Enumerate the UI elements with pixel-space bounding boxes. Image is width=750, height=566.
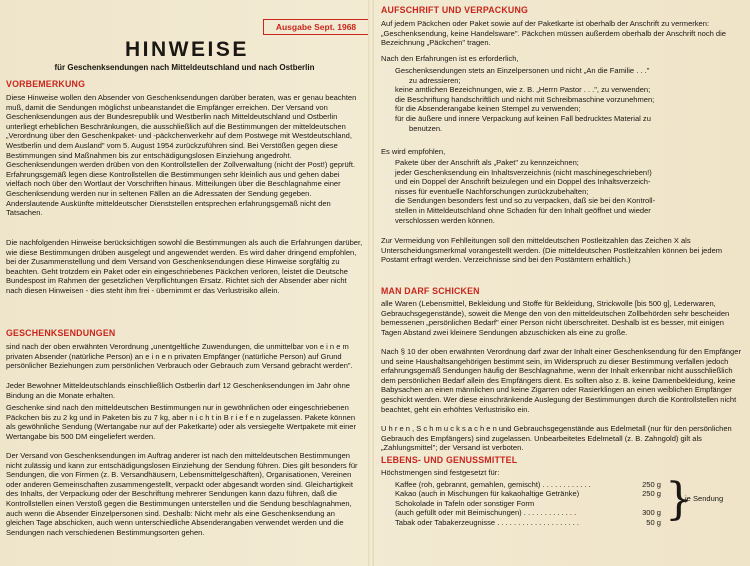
heading-lebensmittel: LEBENS- UND GENUSSMITTEL <box>381 455 518 465</box>
table-row <box>395 489 661 498</box>
item-amount: 300 g <box>642 508 661 518</box>
item-amount: 250 g <box>642 480 661 489</box>
geschenksendungen-paragraph-3: Geschenke sind nach den mitteldeutschen Bestimmungen nur in gewöhnlichen oder eingeschriebenen Päckchen bis zu 2 kg und in Paketen bis zu 7 kg, aber n i c h t in B r i e f e n zugelassen. Pakete können als gewöhnliche Sendung (Wertangabe nur auf der Paketkarte) oder als versiegelte Wertpakete mit einer Wertangabe bis 500 DM eingeliefert werden. <box>6 403 357 441</box>
aufschrift-paragraph-4: Zur Vermeidung von Fehlleitungen soll den mitteldeutschen Postleitzahlen das Zeichen X als Unterscheidungsmerkmal vorangestellt werden. (Die mitteldeutschen Postleitzahlen können bei jedem Postamt erfragt werden. Verzeichnisse sind bei den Postämtern erhältlich.) <box>381 236 723 265</box>
table-row <box>395 499 661 508</box>
list-item: jeder Geschenksendung ein Inhaltsverzeichnis (nicht maschinegeschrieben!) <box>395 167 652 177</box>
schicken-paragraph-2: Nach § 10 der oben erwähnten Verordnung darf zwar der Inhalt einer Geschenksendung für den Empfänger und seine Haushaltsangehörigen bestimmt sein, im Widerspruch zu dieser Bestimmung verfallen jedoch erfahrungsgemäß Sendungen häufig der Beschlagnahme, wenn der Inhalt erkennbar nicht ausschließlich dem persönlichen Bedarf allein des Empfängers dient. Es sollten also z. B. keine Damenbekleidung, keine Babysachen an einen männlichen und keine Zigarren oder Rasierklingen an einen weiblichen Empfänger geschickt werden. Wer diese einschränkende Auslegung der Bestimmungen durch die Kontrollstellen nicht beachtet, geht ein erhöhtes Verlustrisiko ein. <box>381 347 741 414</box>
list-item: zu adressieren; <box>409 75 461 85</box>
list-item: nisses für eventuelle Nachforschungen zurückzubehalten; <box>395 186 589 196</box>
list-item: die Sendungen besonders fest und so zu verpacken, daß sie bei den Kontroll- <box>395 196 656 206</box>
list-item: Geschenksendungen stets an Einzelpersonen und nicht „An die Familie . . ." <box>395 66 650 75</box>
geschenksendungen-paragraph-1: sind nach der oben erwähnten Verordnung „unentgeltliche Zuwendungen, die unmittelbar von e i n e m privaten Absender (natürliche Person) an e i n e n privaten Empfänger (natürliche Person) auf Grund persönlicher Beziehungen zum persönlichen Verbrauch oder Gebrauch zum Versand gebracht werden". <box>6 342 353 371</box>
heading-geschenksendungen: GESCHENKSENDUNGEN <box>6 328 116 338</box>
item-label: Kakao (auch in Mischungen für kakaohaltige Getränke) <box>395 489 580 499</box>
list-item: und ein Doppel der Anschrift beizulegen und ein Doppel des Inhaltsverzeich- <box>395 177 651 187</box>
document-title: HINWEISE <box>125 38 249 61</box>
aufschrift-list-2 <box>395 158 747 225</box>
list-item: stellen in Mitteldeutschland ohne Schaden für den Inhalt geöffnet und wieder <box>395 205 651 215</box>
paper-fold <box>368 0 374 566</box>
aufschrift-paragraph-3: Es wird empfohlen, <box>381 147 446 156</box>
item-label: Kaffee (roh, gebrannt, gemahlen, gemischt) . . . . . . . . . . . . <box>395 480 591 489</box>
lebensmittel-table <box>395 474 745 527</box>
table-row <box>395 518 661 527</box>
heading-man-darf-schicken: MAN DARF SCHICKEN <box>381 286 480 296</box>
item-amount: 50 g <box>646 517 661 527</box>
aufschrift-list-1 <box>395 66 747 133</box>
list-item: keine amtlichen Bezeichnungen, wie z. B. „Herrn Pastor . . .", zu verwenden; <box>395 85 651 95</box>
table-row <box>395 480 661 489</box>
list-item: für die äußere und innere Verpackung auf keinen Fall bedrucktes Material zu <box>395 113 651 123</box>
item-label: Schokolade in Tafeln oder sonstiger Form <box>395 498 535 508</box>
aufschrift-paragraph-1: Auf jedem Päckchen oder Paket sowie auf der Paketkarte ist oberhalb der Anschrift zu vermerken: „Geschenksendung, keine Handelsware". Päckchen müssen außerdem oberhalb der Anschrift noch die Bezeichnung „Päckchen" tragen. <box>381 19 727 48</box>
document-subtitle: für Geschenksendungen nach Mitteldeutschland und nach Ostberlin <box>54 63 315 72</box>
curly-brace-icon: } <box>665 474 693 525</box>
per-shipment-label: je Sendung <box>685 494 724 503</box>
geschenksendungen-paragraph-2: Jeder Bewohner Mitteldeutschlands einschließlich Ostberlin darf 12 Geschenksendungen im Jahr ohne Bindung an die Monate erhalten. <box>6 381 350 400</box>
list-item: die Beschriftung handschriftlich und nicht mit Schreibmaschine vorzunehmen; <box>395 94 655 104</box>
item-label: (auch gefüllt oder mit Beimischungen) . . . . . . . . . . . . . <box>395 508 577 518</box>
list-item: verschlossen werden können. <box>395 215 495 225</box>
item-label: Tabak oder Tabakerzeugnisse . . . . . . . . . . . . . . . . . . . . <box>395 517 580 527</box>
list-item: für die Absenderangabe keinen Stempel zu verwenden; <box>395 104 581 114</box>
schicken-paragraph-3: U h r e n , S c h m u c k s a c h e n und Gebrauchsgegenstände aus Edelmetall (nur für den persönlichen Gebrauch des Empfängers) sind zugelassen. Unbearbeitetes Edelmetall (z. B. Zahngold) gilt als „Zahlungsmittel"; der Versand ist verboten. <box>381 424 732 453</box>
vorbemerkung-paragraph-2: Die nachfolgenden Hinweise berücksichtigen sowohl die Bestimmungen als auch die Erfahrungen darüber, wie diese Bestimmungen drüben ausgelegt und angewendet werden. Es wird daher dringend empfohlen, bei der Zusammenstellung und dem Versand von Geschenksendungen diese Hinweise sorgfältig zu beachten. Geht trotzdem ein Paket oder ein eingeschriebenes Päckchen verloren, leistet die Deutsche Bundespost im Rahmen der gesetzlichen Verpflichtungen Ersatz. Richtet sich der Absender aber nicht nach diesen Hinweisen - dies steht ihm frei - übernimmt er das Verlustrisiko allein. <box>6 238 363 295</box>
heading-vorbemerkung: VORBEMERKUNG <box>6 79 86 89</box>
edition-stamp: Ausgabe Sept. 1968 <box>263 19 369 35</box>
vorbemerkung-paragraph-1: Diese Hinweise wollen den Absender von Geschenksendungen darüber beraten, was er genau beachten muß, damit die Sendungen möglichst unbeanstandet die Empfänger erreichen. Der Versand von Geschenksendungen aus der Bundesrepublik und Westberlin nach Mitteldeutschland und Ostberlin unterliegt erheblichen Beschränkungen, die ausschließlich auf die Bestimmungen der mitteldeutschen „Verordnung über den Geschenkpaket- und -päckchenverkehr auf dem Postwege mit Westdeutschland, Westberlin und dem Ausland" vom 5. August 1954 zurückzuführen sind. Bei Verstößen gegen diese Bestimmungen sind Maßnahmen bis zur entschädigungslosen Einziehung angedroht. Geschenksendungen werden drüben von den Kontrollstellen der Zollverwaltung (nicht der Post!) geprüft. Erfahrungsgemäß legen diese Kontrollstellen die Bestimmungen sehr kleinlich aus und gehen dabei vielfach noch über den Wortlaut der Vorschriften hinaus. Mitteilungen über die Beschlagnahme einer Geschenksendung werden nur in seltenen Fällen an die Adressaten der Sendung gegeben. Anderslautende Auskünfte mitteldeutscher Dienststellen entsprechen erfahrungsgemäß nicht den Tatsachen. <box>6 93 357 218</box>
heading-aufschrift: AUFSCHRIFT UND VERPACKUNG <box>381 5 529 15</box>
table-row <box>395 508 661 517</box>
geschenksendungen-paragraph-4: Der Versand von Geschenksendungen im Auftrag anderer ist nach den mitteldeutschen Bestimmungen nicht zulässig und kann zur entschädigungslosen Einziehung der Sendung führen. Dies gilt besonders für Sendungen, die von Firmen (z. B. Versandhäusern, Lebensmittelgeschäften), Organisationen, Vereinen oder anderen Gemeinschaften zusammengestellt, verpackt oder abgesandt worden sind. Gleichartigkeit des Inhalts, der Verpackung oder der Beschriftung mehrerer Sendungen kann dazu führen, daß die Kontrollstellen einen Verstoß gegen die Bestimmungen unterstellen und die Sendung beschlagnahmen, auch wenn die Absender Einzelpersonen sind. Deshalb: Nicht mehr als eine Geschenksendung an gleichen Tage abschicken, auch wenn unterschiedliche Absenderangaben verwendet werden und die Sendungen nach verschiedenen Bestimmungsorten gehen. <box>6 451 358 537</box>
aufschrift-paragraph-2: Nach den Erfahrungen ist es erforderlich, <box>381 54 519 63</box>
list-item: Pakete über der Anschrift als „Paket" zu kennzeichnen; <box>395 158 579 167</box>
list-item: benutzen. <box>409 123 443 133</box>
lebensmittel-intro: Höchstmengen sind festgesetzt für: <box>381 468 500 477</box>
item-amount: 250 g <box>642 489 661 499</box>
schicken-paragraph-1: alle Waren (Lebensmittel, Bekleidung und Stoffe für Bekleidung, Strickwolle [bis 500 g], Lederwaren, Gebrauchsgegenstände), soweit die Menge den von den mitteldeutschen Zollbehörden sehr bescheiden bemessenen „persönlichen Bedarf" einer Person nicht überschreitet. Deshalb ist es besser, mit einigen Tagen Abstand zwei kleinere Sendungen abzuschicken als eine zu große. <box>381 299 730 337</box>
